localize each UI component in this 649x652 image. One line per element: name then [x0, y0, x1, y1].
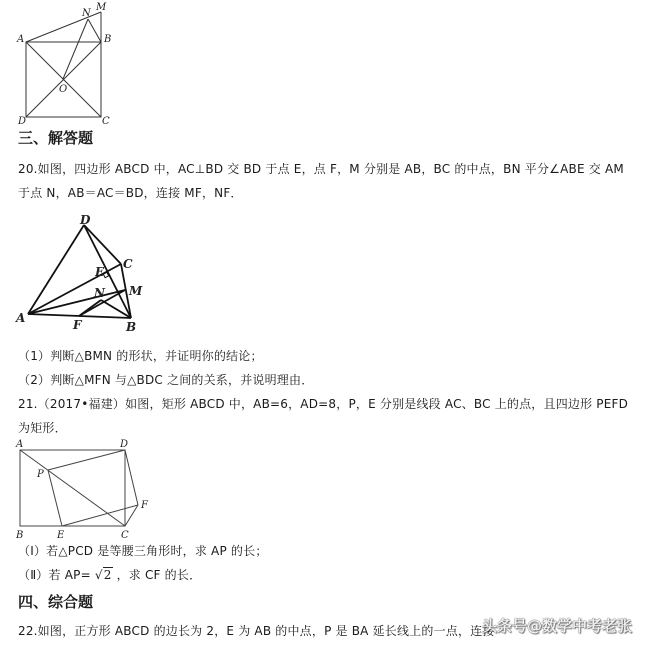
label-d: D	[80, 213, 91, 227]
label-a: A	[16, 311, 26, 325]
label-b: B	[16, 530, 24, 541]
label-p: P	[37, 469, 44, 480]
label-c: C	[123, 257, 133, 271]
section-3-heading: 三、解答题	[18, 129, 94, 147]
label-d: D	[120, 439, 129, 450]
sqrt-expression: √2	[94, 568, 112, 582]
label-n: N	[82, 8, 91, 19]
label-e: E	[57, 530, 65, 541]
label-c: C	[121, 530, 129, 541]
label-b: B	[104, 34, 112, 45]
q22-text-line1: 22.如图，正方形 ABCD 的边长为 2，E 为 AB 的中点，P 是 BA 延长线上的一点，连接	[18, 624, 495, 638]
q21-text-line2: 为矩形．	[18, 421, 67, 435]
q20-text-line2: 于点 N，AB＝AC＝BD，连接 MF，NF．	[18, 186, 243, 200]
label-d: D	[18, 116, 27, 125]
q21-part2-suffix: ，求 CF 的长．	[116, 568, 202, 582]
label-a: A	[16, 439, 24, 450]
q21-text-line1: 21.（2017•福建）如图，矩形 ABCD 中，AB=6，AD=8，P，E 分别是线段 AC、BC 上的点，且四边形 PEFD	[18, 397, 629, 411]
q21-part2	[18, 568, 201, 582]
label-m: M	[129, 284, 143, 298]
figure-quadrilateral-abcd	[0, 205, 160, 335]
label-o: O	[59, 84, 68, 95]
label-m: M	[96, 2, 107, 13]
label-c: C	[102, 116, 110, 125]
q20-part1: （1）判断△BMN 的形状，并证明你的结论；	[18, 349, 263, 363]
label-e: E	[95, 265, 105, 279]
label-f: F	[73, 318, 82, 332]
label-a: A	[17, 34, 25, 45]
q21-part1: （Ⅰ）若△PCD 是等腰三角形时，求 AP 的长；	[18, 544, 268, 558]
q20-text-line1: 20.如图，四边形 ABCD 中，AC⊥BD 交 BD 于点 E，点 F，M 分别是 AB，BC 的中点，BN 平分∠ABE 交 AM	[18, 162, 624, 176]
watermark: 头条号@数学中考老张	[482, 617, 633, 635]
label-n: N	[94, 286, 105, 300]
section-4-heading: 四、综合题	[18, 593, 94, 611]
q20-part2: （2）判断△MFN 与△BDC 之间的关系，并说明理由．	[18, 373, 314, 387]
figure-square-abcd	[0, 0, 130, 125]
q21-part2-prefix: （Ⅱ）若 AP=	[18, 568, 91, 582]
figure-rectangle-abcd	[0, 437, 160, 542]
label-f: F	[141, 500, 148, 511]
sqrt-radicand: 2	[103, 568, 112, 582]
label-b: B	[126, 320, 137, 334]
